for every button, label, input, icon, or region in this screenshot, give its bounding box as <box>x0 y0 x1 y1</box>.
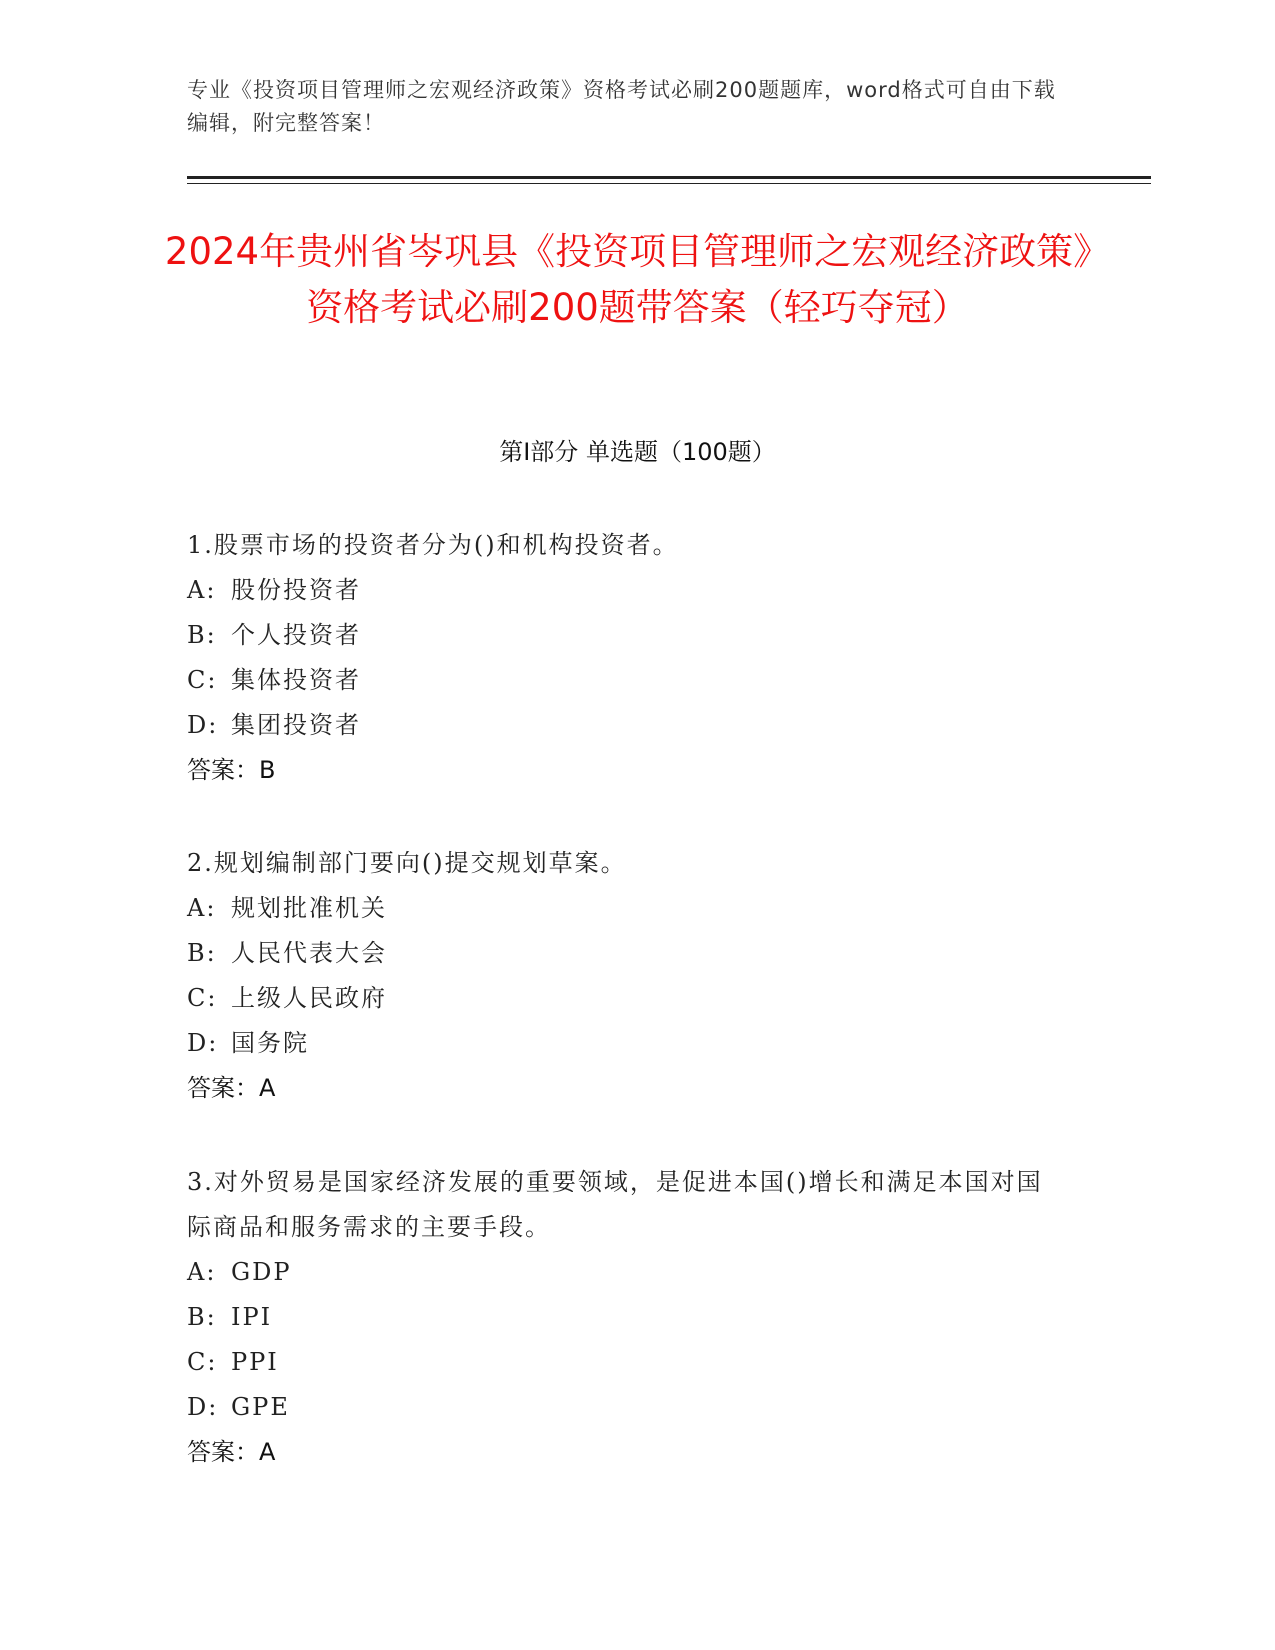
option-text: 股份投资者 <box>231 576 361 604</box>
answer-line: 答案：B <box>187 756 276 784</box>
option-text: 集体投资者 <box>231 666 361 694</box>
answer-line: 答案：A <box>187 1438 276 1466</box>
question-stem: 3.对外贸易是国家经济发展的重要领域，是促进本国()增长和满足本国对国际商品和服务需求的主要手段。 <box>187 1168 1043 1241</box>
option-text: GDP <box>231 1258 292 1286</box>
option-text: 上级人民政府 <box>231 984 387 1012</box>
option-key: C: <box>187 666 218 694</box>
option-b <box>187 931 1067 976</box>
answer-line: 答案：A <box>187 1074 276 1102</box>
option-key: A: <box>187 576 217 604</box>
option-d <box>187 1021 1067 1066</box>
question-stem: 1.股票市场的投资者分为()和机构投资者。 <box>187 531 679 559</box>
document-title: 2024年贵州省岑巩县《投资项目管理师之宏观经济政策》资格考试必刷200题带答案（轻巧夺冠） <box>164 230 1111 329</box>
option-a <box>187 568 1067 613</box>
option-c <box>187 658 1067 703</box>
option-a <box>187 886 1067 931</box>
option-b <box>187 1295 1067 1340</box>
option-key: D: <box>187 1393 219 1421</box>
option-key: C: <box>187 984 218 1012</box>
question-3 <box>187 1160 1067 1475</box>
option-c <box>187 1340 1067 1385</box>
option-key: B: <box>187 621 217 649</box>
header-divider-thin <box>187 183 1151 184</box>
option-d <box>187 1385 1067 1430</box>
option-text: IPI <box>231 1303 273 1331</box>
question-1 <box>187 523 1067 793</box>
option-key: D: <box>187 711 219 739</box>
option-text: 集团投资者 <box>231 711 361 739</box>
option-key: D: <box>187 1029 219 1057</box>
option-d <box>187 703 1067 748</box>
header-divider-thick <box>187 176 1151 179</box>
option-text: PPI <box>231 1348 279 1376</box>
header-note: 专业《投资项目管理师之宏观经济政策》资格考试必刷200题题库，word格式可自由下载编辑，附完整答案！ <box>187 78 1056 135</box>
question-2 <box>187 841 1067 1111</box>
option-key: A: <box>187 1258 217 1286</box>
option-key: A: <box>187 894 217 922</box>
option-text: 个人投资者 <box>231 621 361 649</box>
option-key: C: <box>187 1348 218 1376</box>
option-text: 人民代表大会 <box>231 939 387 967</box>
option-text: 国务院 <box>231 1029 309 1057</box>
option-text: 规划批准机关 <box>231 894 387 922</box>
section-heading: 第I部分 单选题（100题） <box>499 438 776 466</box>
option-b <box>187 613 1067 658</box>
option-text: GPE <box>231 1393 290 1421</box>
option-key: B: <box>187 939 217 967</box>
option-a <box>187 1250 1067 1295</box>
option-c <box>187 976 1067 1021</box>
question-stem: 2.规划编制部门要向()提交规划草案。 <box>187 849 627 877</box>
option-key: B: <box>187 1303 217 1331</box>
